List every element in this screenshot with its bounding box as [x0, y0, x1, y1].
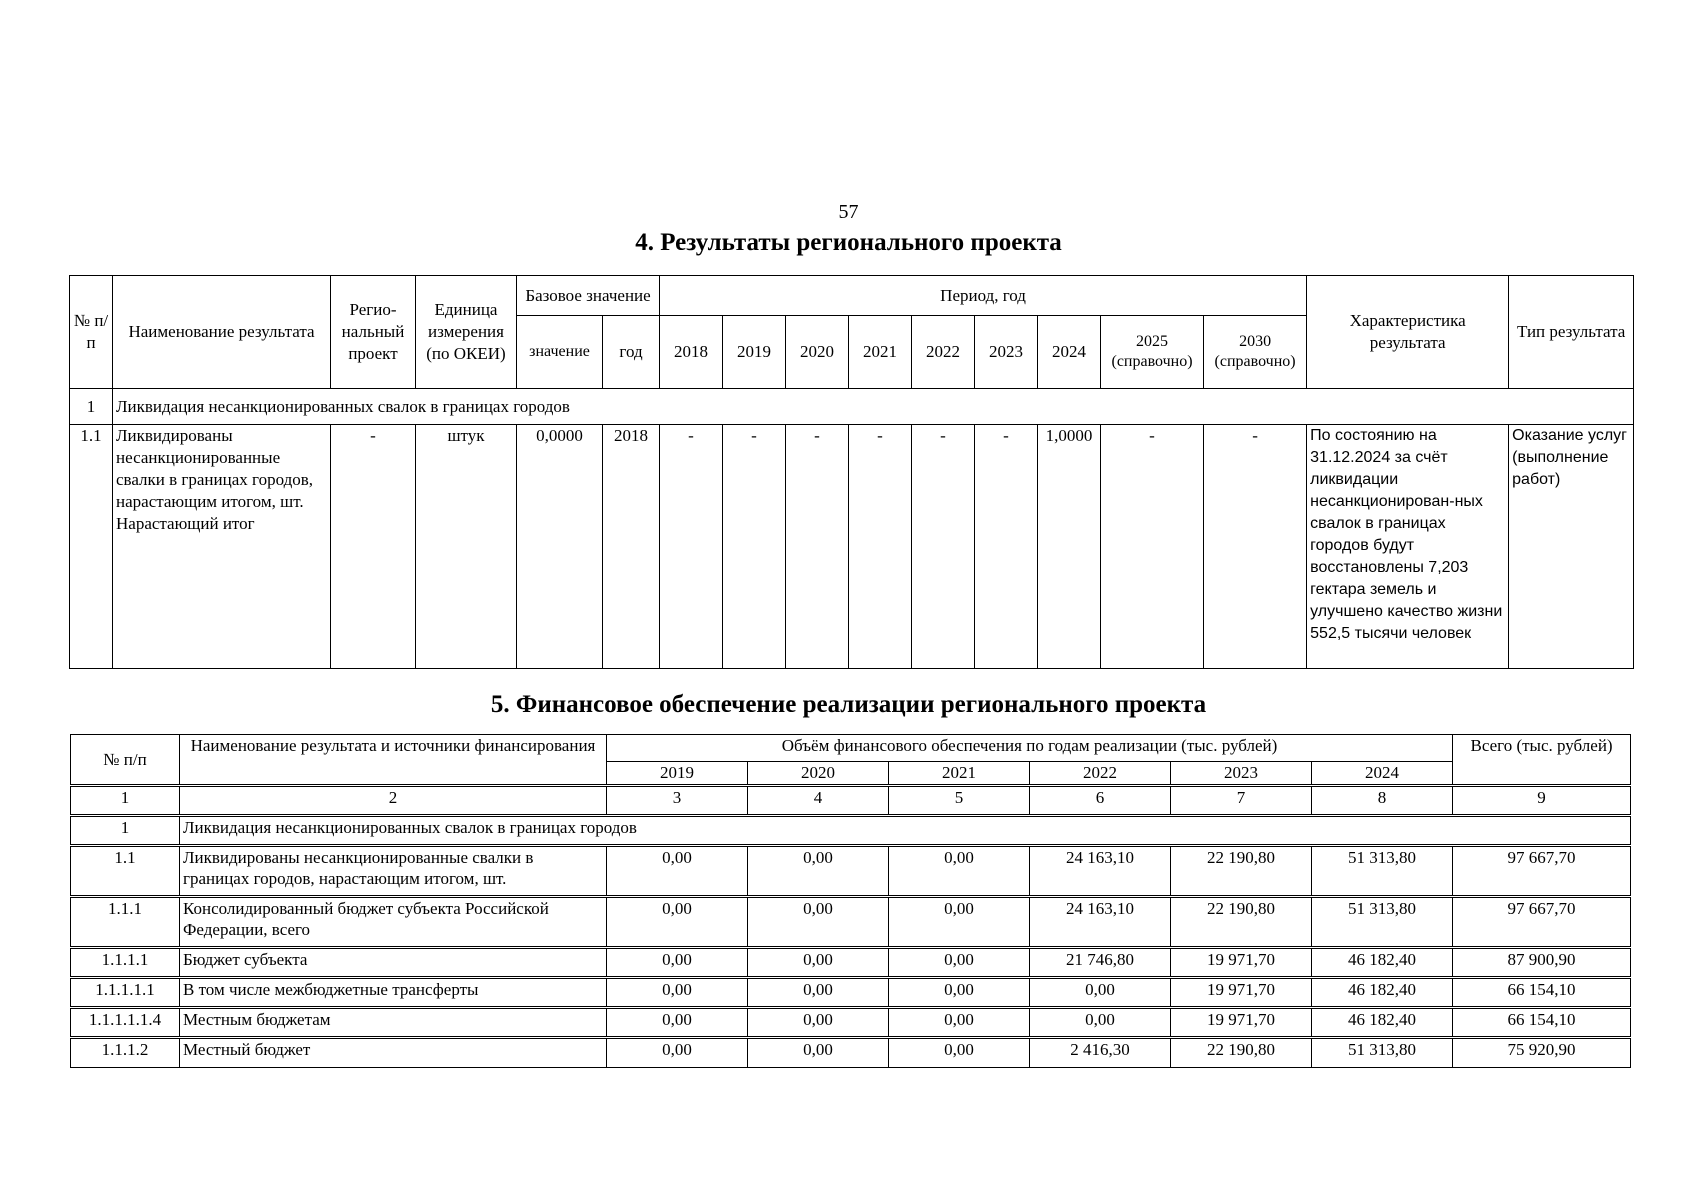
table-row — [71, 978, 1631, 1008]
row-value: 0,00 — [607, 978, 748, 1008]
row-value: 19 971,70 — [1171, 978, 1312, 1008]
row-value: 0,00 — [889, 846, 1030, 897]
row-year-value: - — [723, 425, 786, 669]
col-name: Наименование результата и источники финансирования — [180, 735, 607, 786]
group-num: 1 — [70, 389, 113, 425]
group-name: Ликвидация несанкционированных свалок в границах городов — [113, 389, 1634, 425]
row-value: 46 182,40 — [1312, 978, 1453, 1008]
row-value: 46 182,40 — [1312, 948, 1453, 978]
row-value: 24 163,10 — [1030, 897, 1171, 948]
column-number: 5 — [889, 786, 1030, 816]
row-value: 22 190,80 — [1171, 846, 1312, 897]
row-value: 0,00 — [748, 1008, 889, 1038]
row-value: 0,00 — [748, 897, 889, 948]
col-unit: Единица измерения (по ОКЕИ) — [416, 276, 517, 389]
column-number: 1 — [71, 786, 180, 816]
group-name: Ликвидация несанкционированных свалок в границах городов — [180, 816, 1631, 846]
row-num: 1.1 — [70, 425, 113, 669]
col-year: 2018 — [660, 316, 723, 389]
column-number: 2 — [180, 786, 607, 816]
row-year-value: 1,0000 — [1038, 425, 1101, 669]
col-name: Наименование результата — [113, 276, 331, 389]
row-regional-project: - — [331, 425, 416, 669]
table-row — [71, 897, 1631, 948]
column-number: 9 — [1453, 786, 1631, 816]
table-row — [71, 1038, 1631, 1068]
row-total: 97 667,70 — [1453, 846, 1631, 897]
row-year-value: - — [660, 425, 723, 669]
col-year: 2022 — [912, 316, 975, 389]
row-num: 1.1.1.1 — [71, 948, 180, 978]
group-num: 1 — [71, 816, 180, 846]
row-characteristic: По состоянию на 31.12.2024 за счёт ликвидации несанкционирован-ных свалок в границах городов будут восстановлены 7,203 гектара земель и улучшено качество жизни 552,5 тысячи человек — [1307, 425, 1509, 669]
col-num: № п/п — [71, 735, 180, 786]
financing-table — [70, 734, 1631, 1068]
column-number: 7 — [1171, 786, 1312, 816]
row-value: 0,00 — [607, 1038, 748, 1068]
col-year: 2025 (справочно) — [1101, 316, 1204, 389]
row-num: 1.1.1 — [71, 897, 180, 948]
row-value: 0,00 — [889, 948, 1030, 978]
row-type: Оказание услуг (выполнение работ) — [1509, 425, 1634, 669]
row-num: 1.1.1.1.1 — [71, 978, 180, 1008]
row-value: 24 163,10 — [1030, 846, 1171, 897]
table-row — [71, 1008, 1631, 1038]
col-year: 2022 — [1030, 762, 1171, 786]
row-num: 1.1.1.2 — [71, 1038, 180, 1068]
row-base-year: 2018 — [603, 425, 660, 669]
row-year-value: - — [849, 425, 912, 669]
row-value: 21 746,80 — [1030, 948, 1171, 978]
row-name: Бюджет субъекта — [180, 948, 607, 978]
col-num: № п/п — [70, 276, 113, 389]
section4-title: 4. Результаты регионального проекта — [635, 229, 1062, 256]
row-value: 0,00 — [607, 948, 748, 978]
row-value: 0,00 — [748, 948, 889, 978]
col-year: 2023 — [1171, 762, 1312, 786]
row-value: 0,00 — [607, 1008, 748, 1038]
col-base-value-year: год — [603, 316, 660, 389]
row-total: 75 920,90 — [1453, 1038, 1631, 1068]
row-value: 0,00 — [889, 897, 1030, 948]
row-num: 1.1.1.1.1.4 — [71, 1008, 180, 1038]
row-value: 0,00 — [1030, 978, 1171, 1008]
row-value: 0,00 — [748, 1038, 889, 1068]
row-value: 0,00 — [748, 846, 889, 897]
col-year: 2030 (справочно) — [1204, 316, 1307, 389]
row-value: 0,00 — [889, 1008, 1030, 1038]
row-value: 0,00 — [748, 978, 889, 1008]
row-value: 22 190,80 — [1171, 897, 1312, 948]
row-total: 66 154,10 — [1453, 1008, 1631, 1038]
table-row — [71, 948, 1631, 978]
row-value: 2 416,30 — [1030, 1038, 1171, 1068]
col-year: 2021 — [849, 316, 912, 389]
col-year: 2024 — [1312, 762, 1453, 786]
row-total: 97 667,70 — [1453, 897, 1631, 948]
row-name: Консолидированный бюджет субъекта Российской Федерации, всего — [180, 897, 607, 948]
row-year-value: - — [786, 425, 849, 669]
row-value: 19 971,70 — [1171, 1008, 1312, 1038]
row-name: Местный бюджет — [180, 1038, 607, 1068]
column-number: 4 — [748, 786, 889, 816]
col-period: Период, год — [660, 276, 1307, 316]
row-value: 51 313,80 — [1312, 897, 1453, 948]
col-year: 2020 — [786, 316, 849, 389]
row-name: В том числе межбюджетные трансферты — [180, 978, 607, 1008]
col-characteristic: Характеристика результата — [1307, 276, 1509, 389]
col-regional-project: Регио-нальный проект — [331, 276, 416, 389]
row-value: 0,00 — [1030, 1008, 1171, 1038]
row-year-value: - — [1101, 425, 1204, 669]
col-year: 2019 — [723, 316, 786, 389]
col-base-value: Базовое значение — [517, 276, 660, 316]
row-value: 46 182,40 — [1312, 1008, 1453, 1038]
col-year: 2024 — [1038, 316, 1101, 389]
row-value: 0,00 — [889, 1038, 1030, 1068]
row-value: 51 313,80 — [1312, 846, 1453, 897]
row-value: 0,00 — [607, 897, 748, 948]
table-row — [70, 425, 1634, 669]
row-value: 0,00 — [607, 846, 748, 897]
row-value: 22 190,80 — [1171, 1038, 1312, 1068]
col-total: Всего (тыс. рублей) — [1453, 735, 1631, 786]
table-row — [71, 846, 1631, 897]
row-unit: штук — [416, 425, 517, 669]
row-total: 66 154,10 — [1453, 978, 1631, 1008]
column-number: 8 — [1312, 786, 1453, 816]
results-table — [69, 275, 1634, 669]
column-number: 3 — [607, 786, 748, 816]
row-name: Ликвидированы несанкционированные свалки в границах городов, нарастающим итогом, шт. Нарастающий итог — [113, 425, 331, 669]
row-year-value: - — [912, 425, 975, 669]
col-year: 2023 — [975, 316, 1038, 389]
row-year-value: - — [1204, 425, 1307, 669]
row-name: Ликвидированы несанкционированные свалки в границах городов, нарастающим итогом, шт. — [180, 846, 607, 897]
col-volume: Объём финансового обеспечения по годам реализации (тыс. рублей) — [607, 735, 1453, 762]
col-type: Тип результата — [1509, 276, 1634, 389]
row-value: 0,00 — [889, 978, 1030, 1008]
row-base-value: 0,0000 — [517, 425, 603, 669]
row-name: Местным бюджетам — [180, 1008, 607, 1038]
col-year: 2019 — [607, 762, 748, 786]
column-number: 6 — [1030, 786, 1171, 816]
row-value: 19 971,70 — [1171, 948, 1312, 978]
page-number: 57 — [838, 201, 859, 223]
row-year-value: - — [975, 425, 1038, 669]
row-total: 87 900,90 — [1453, 948, 1631, 978]
col-year: 2021 — [889, 762, 1030, 786]
row-num: 1.1 — [71, 846, 180, 897]
row-value: 51 313,80 — [1312, 1038, 1453, 1068]
col-base-value-value: значение — [517, 316, 603, 389]
col-year: 2020 — [748, 762, 889, 786]
section5-title: 5. Финансовое обеспечение реализации регионального проекта — [490, 691, 1207, 718]
